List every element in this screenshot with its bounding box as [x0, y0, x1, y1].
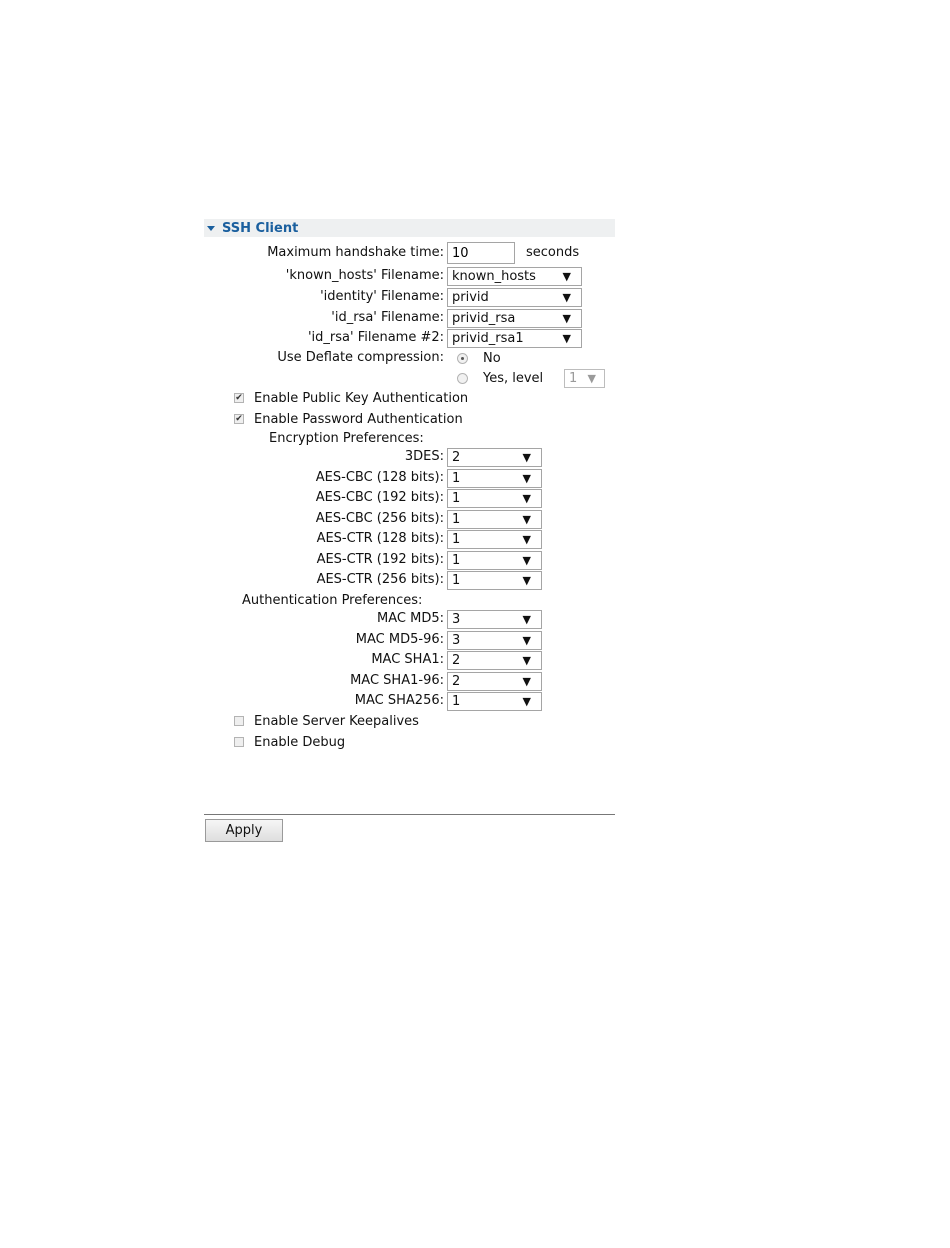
identity-value: privid: [452, 290, 489, 305]
dropdown-arrow-icon: ▼: [522, 613, 531, 626]
pubkey-label: Enable Public Key Authentication: [254, 391, 469, 406]
auth-pref-select[interactable]: [447, 692, 542, 711]
encryption-pref-select[interactable]: [447, 571, 542, 590]
encryption-pref-select[interactable]: [447, 489, 542, 508]
dropdown-arrow-icon: ▼: [562, 291, 571, 304]
apply-button[interactable]: Apply: [205, 819, 283, 842]
keepalives-checkbox[interactable]: [234, 716, 244, 726]
deflate-no-label: No: [483, 351, 501, 366]
encryption-pref-label: AES-CTR (128 bits):: [316, 531, 444, 546]
deflate-no-radio[interactable]: [457, 353, 468, 364]
auth-pref-label: MAC SHA256:: [354, 693, 444, 708]
deflate-level-select[interactable]: [564, 369, 605, 388]
encryption-pref-select[interactable]: [447, 448, 542, 467]
encryption-pref-value: 1: [452, 491, 461, 506]
encryption-pref-label: AES-CBC (128 bits):: [315, 469, 444, 485]
handshake-time-input[interactable]: [447, 242, 515, 264]
password-checkbox[interactable]: ✔: [235, 414, 243, 424]
encryption-pref-label: AES-CTR (192 bits):: [316, 551, 444, 567]
dropdown-arrow-icon: ▼: [522, 553, 531, 567]
id-rsa-value: privid_rsa: [452, 311, 516, 326]
keepalives-label: Enable Server Keepalives: [254, 714, 419, 729]
dropdown-arrow-icon: ▼: [522, 695, 531, 708]
dropdown-arrow-icon: ▼: [562, 312, 571, 325]
auth-pref-value: 2: [452, 673, 461, 689]
encryption-pref-value: 1: [452, 573, 461, 588]
section-header[interactable]: [204, 219, 615, 237]
auth-pref-select[interactable]: [447, 651, 542, 670]
deflate-yes-label: Yes, level: [483, 371, 544, 386]
handshake-unit: seconds: [526, 245, 580, 260]
id-rsa2-label: 'id_rsa' Filename #2:: [307, 330, 444, 345]
debug-label: Enable Debug: [254, 735, 346, 750]
encryption-pref-label: AES-CTR (256 bits):: [316, 572, 444, 587]
known-hosts-value: known_hosts: [452, 269, 536, 284]
auth-pref-label: MAC SHA1:: [371, 652, 444, 667]
dropdown-arrow-icon: ▼: [522, 674, 531, 688]
auth-pref-select[interactable]: [447, 610, 542, 629]
dropdown-arrow-icon: ▼: [522, 654, 531, 667]
id-rsa-select[interactable]: [447, 309, 582, 328]
id-rsa2-value: privid_rsa1: [452, 331, 524, 346]
handshake-label: Maximum handshake time:: [267, 245, 444, 260]
encryption-pref-select[interactable]: [447, 510, 542, 529]
dropdown-arrow-icon: ▼: [522, 633, 531, 647]
auth-pref-value: 1: [452, 694, 461, 709]
identity-label: 'identity' Filename:: [320, 289, 444, 304]
known-hosts-select[interactable]: [447, 267, 582, 286]
dropdown-arrow-icon: ▼: [522, 492, 531, 505]
encryption-pref-value: 1: [452, 552, 461, 568]
encryption-pref-select[interactable]: [447, 551, 542, 570]
dropdown-arrow-icon: ▼: [587, 372, 596, 385]
encryption-pref-label: AES-CBC (192 bits):: [315, 490, 444, 505]
auth-pref-value: 3: [452, 612, 461, 627]
encryption-pref-label: 3DES:: [404, 449, 444, 464]
auth-pref-value: 2: [452, 653, 461, 668]
dropdown-arrow-icon: ▼: [522, 471, 531, 485]
auth-pref-label: MAC MD5:: [377, 611, 444, 626]
auth-pref-select[interactable]: [447, 631, 542, 650]
pubkey-checkbox[interactable]: ✔: [235, 393, 243, 403]
deflate-level-value: 1: [569, 371, 578, 386]
auth-pref-label: MAC MD5-96:: [355, 631, 444, 647]
collapse-triangle-icon[interactable]: [207, 226, 215, 231]
auth-pref-select[interactable]: [447, 672, 542, 691]
encryption-pref-select[interactable]: [447, 530, 542, 549]
debug-checkbox[interactable]: [234, 737, 244, 747]
ssh-client-panel: [204, 219, 615, 237]
dropdown-arrow-icon: ▼: [522, 533, 531, 546]
dropdown-arrow-icon: ▼: [522, 512, 531, 526]
divider: [204, 814, 615, 815]
authentication-heading: Authentication Preferences:: [242, 593, 423, 608]
section-title: SSH Client: [222, 220, 299, 236]
encryption-pref-value: 2: [452, 450, 461, 465]
encryption-pref-label: AES-CBC (256 bits):: [315, 510, 444, 526]
dropdown-arrow-icon: ▼: [522, 451, 531, 464]
encryption-pref-select[interactable]: [447, 469, 542, 488]
id-rsa-label: 'id_rsa' Filename:: [331, 310, 444, 325]
password-label: Enable Password Authentication: [254, 412, 463, 427]
deflate-yes-radio[interactable]: [457, 373, 468, 384]
dropdown-arrow-icon: ▼: [522, 574, 531, 587]
encryption-pref-value: 1: [452, 470, 461, 486]
known-hosts-label: 'known_hosts' Filename:: [285, 268, 444, 283]
encryption-pref-value: 1: [452, 511, 461, 527]
dropdown-arrow-icon: ▼: [562, 332, 571, 345]
deflate-label: Use Deflate compression:: [277, 350, 444, 365]
id-rsa2-select[interactable]: [447, 329, 582, 348]
auth-pref-value: 3: [452, 632, 461, 648]
identity-select[interactable]: [447, 288, 582, 307]
encryption-pref-value: 1: [452, 532, 461, 547]
auth-pref-label: MAC SHA1-96:: [350, 672, 444, 688]
encryption-heading: Encryption Preferences:: [269, 431, 424, 446]
dropdown-arrow-icon: ▼: [562, 270, 571, 283]
